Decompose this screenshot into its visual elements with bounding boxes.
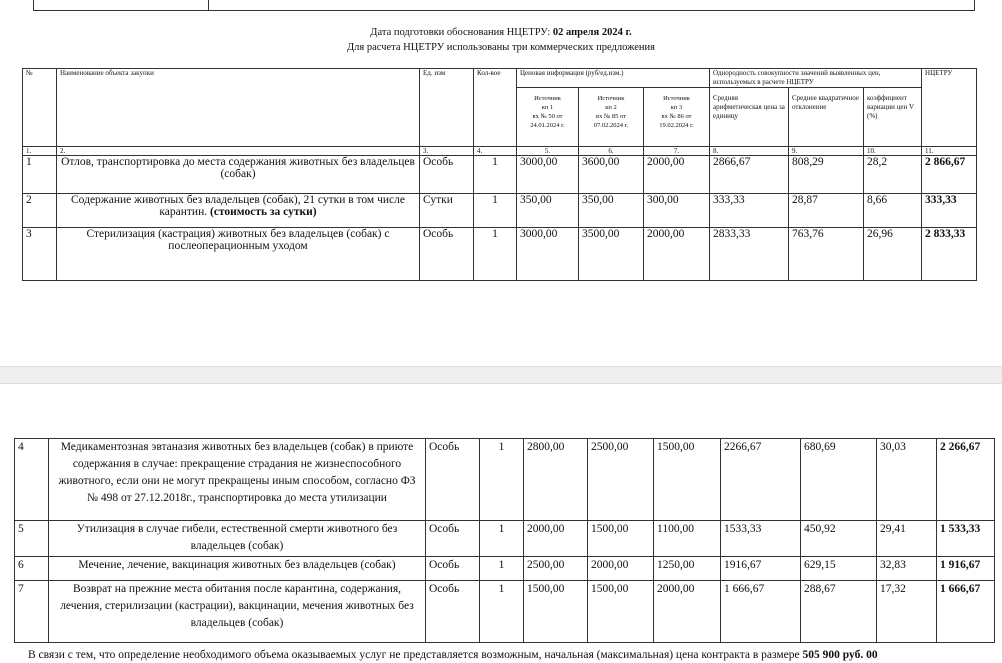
subtitle: Для расчета НЦЕТРУ использованы три коммерческих предложения [347, 42, 655, 53]
item-name: Мечение, лечение, вакцинация животных без владельцев (собак) [49, 557, 426, 581]
table-row [15, 557, 995, 581]
item-name: Утилизация в случае гибели, естественной смерти животного без владельцев (собак) [49, 521, 426, 557]
preparation-date-value: 02 апреля 2024 г. [552, 27, 632, 38]
previous-table-fragment [33, 0, 975, 11]
item-qty: 1 [480, 521, 524, 557]
item-qty: 1 [474, 228, 517, 281]
variation-value: 8,66 [864, 194, 922, 228]
item-qty: 1 [480, 557, 524, 581]
table-row [23, 194, 977, 228]
col-number: 9. [789, 147, 864, 156]
mean-header: Средняя арифметическая цена за единицу [710, 88, 789, 147]
price-source-2: 2500,00 [588, 439, 654, 521]
col-number: 5. [517, 147, 579, 156]
table-row [15, 521, 995, 557]
ncetru-value: 1 916,67 [937, 557, 995, 581]
col-qty-header: Кол-вое [474, 69, 517, 147]
price-source-1: 2800,00 [524, 439, 588, 521]
price-source-1: 350,00 [517, 194, 579, 228]
price-source-3: 2000,00 [644, 156, 710, 194]
item-qty: 1 [480, 581, 524, 643]
footer-note [28, 649, 1002, 661]
col-number: 1. [23, 147, 57, 156]
price-source-1: 3000,00 [517, 156, 579, 194]
variation-value: 30,03 [877, 439, 937, 521]
price-source-3: 300,00 [644, 194, 710, 228]
variation-value: 29,41 [877, 521, 937, 557]
table-row [23, 228, 977, 281]
ncetru-value: 1 533,33 [937, 521, 995, 557]
stddev-value: 680,69 [801, 439, 877, 521]
price-source-2: 3600,00 [579, 156, 644, 194]
mean-price: 2266,67 [721, 439, 801, 521]
stddev-value: 629,15 [801, 557, 877, 581]
variation-value: 26,96 [864, 228, 922, 281]
mean-price: 333,33 [710, 194, 789, 228]
contract-amount: 505 900 руб. 00 [802, 649, 878, 661]
footer-text: В связи с тем, что определение необходимого объема оказываемых услуг не представляется возможным, начальная (максимальная) цена контракта в размере [28, 649, 800, 661]
price-source-1: 1500,00 [524, 581, 588, 643]
col-number: 8. [710, 147, 789, 156]
col-homogeneity-header: Однородность совокупности значений выявленных цен, используемых в расчете НЦЕТРУ [710, 69, 922, 88]
price-source-1: 2000,00 [524, 521, 588, 557]
item-qty: 1 [480, 439, 524, 521]
item-name: Содержание животных без владельцев (собак), 21 сутки в том числе карантин. (стоимость за сутки) [57, 194, 420, 228]
stddev-value: 808,29 [789, 156, 864, 194]
mean-price: 1533,33 [721, 521, 801, 557]
page-break [0, 366, 1002, 384]
ncetru-value: 2 266,67 [937, 439, 995, 521]
price-source-3: 1500,00 [654, 439, 721, 521]
item-unit: Сутки [420, 194, 474, 228]
item-unit: Особь [420, 228, 474, 281]
price-table-part1 [22, 68, 977, 281]
price-source-2: 1500,00 [588, 581, 654, 643]
item-name: Возврат на прежние места обитания после карантина, содержания, лечения, стерилизации (кастрации), вакцинации, мечения животных без владельцев (собак) [49, 581, 426, 643]
mean-price: 2833,33 [710, 228, 789, 281]
row-number: 2 [23, 194, 57, 228]
variation-value: 17,32 [877, 581, 937, 643]
item-name: Стерилизация (кастрация) животных без владельцев (собак) с послеоперационным уходом [57, 228, 420, 281]
price-source-2: 1500,00 [588, 521, 654, 557]
row-number: 1 [23, 156, 57, 194]
col-name-header: Наименование объекта закупки [57, 69, 420, 147]
stddev-value: 28,87 [789, 194, 864, 228]
mean-price: 1916,67 [721, 557, 801, 581]
variation-value: 32,83 [877, 557, 937, 581]
stddev-value: 288,67 [801, 581, 877, 643]
price-source-1: 2500,00 [524, 557, 588, 581]
col-number: 10. [864, 147, 922, 156]
preparation-date-label: Дата подготовки обоснования НЦЕТРУ: [370, 27, 551, 38]
col-ncetru-header: НЦЕТРУ [922, 69, 977, 147]
ncetru-value: 2 866,67 [922, 156, 977, 194]
price-source-2: 350,00 [579, 194, 644, 228]
col-number: 4. [474, 147, 517, 156]
header-row [23, 69, 977, 88]
stddev-value: 763,76 [789, 228, 864, 281]
variation-coef-header: коэффициент вариации цен V (%) [864, 88, 922, 147]
item-name: Медикаментозная эвтаназия животных без владельцев (собак) в приюте содержания в случае: прекращение страдания не жизнеспособного животного, если они не могут прекращены иным способом, согласно ФЗ № 498 от 27.12.2018г., транспортировка до места утилизации [49, 439, 426, 521]
row-number: 5 [15, 521, 49, 557]
table-row [23, 156, 977, 194]
row-number: 4 [15, 439, 49, 521]
item-qty: 1 [474, 156, 517, 194]
item-unit: Особь [426, 581, 480, 643]
preparation-date-line [0, 27, 1002, 38]
source-3-header: Источник кп 3 вх № 86 от 19.02.2024 г. [644, 88, 710, 147]
col-number: 2. [57, 147, 420, 156]
table-row [15, 581, 995, 643]
col-number: 7. [644, 147, 710, 156]
price-source-3: 2000,00 [654, 581, 721, 643]
col-num-header: № [23, 69, 57, 147]
col-price-info-header: Ценовая информация (руб/ед.изм.) [517, 69, 710, 88]
price-source-2: 2000,00 [588, 557, 654, 581]
price-source-3: 1250,00 [654, 557, 721, 581]
item-unit: Особь [420, 156, 474, 194]
source-2-header: Источник кп 2 вх № 85 от 07.02.2024 г. [579, 88, 644, 147]
price-source-2: 3500,00 [579, 228, 644, 281]
mean-price: 1 666,67 [721, 581, 801, 643]
item-name-bold: (стоимость за сутки) [209, 206, 317, 218]
item-name: Отлов, транспортировка до места содержания животных без владельцев (собак) [57, 156, 420, 194]
item-unit: Особь [426, 521, 480, 557]
row-number: 3 [23, 228, 57, 281]
item-qty: 1 [474, 194, 517, 228]
source-1-header: Источник кп 1 вх № 50 от 24.01.2024 г. [517, 88, 579, 147]
item-unit: Особь [426, 557, 480, 581]
price-source-3: 1100,00 [654, 521, 721, 557]
table-row [15, 439, 995, 521]
item-unit: Особь [426, 439, 480, 521]
stddev-value: 450,92 [801, 521, 877, 557]
ncetru-value: 1 666,67 [937, 581, 995, 643]
row-number: 6 [15, 557, 49, 581]
stddev-header: Среднее квадратичное отклонение [789, 88, 864, 147]
column-numbers-row [23, 147, 977, 156]
col-number: 6. [579, 147, 644, 156]
ncetru-value: 333,33 [922, 194, 977, 228]
price-source-1: 3000,00 [517, 228, 579, 281]
row-number: 7 [15, 581, 49, 643]
price-table-part2 [14, 438, 995, 643]
variation-value: 28,2 [864, 156, 922, 194]
mean-price: 2866,67 [710, 156, 789, 194]
price-source-3: 2000,00 [644, 228, 710, 281]
col-number: 11. [922, 147, 977, 156]
ncetru-value: 2 833,33 [922, 228, 977, 281]
col-number: 3. [420, 147, 474, 156]
col-unit-header: Ед. изм [420, 69, 474, 147]
